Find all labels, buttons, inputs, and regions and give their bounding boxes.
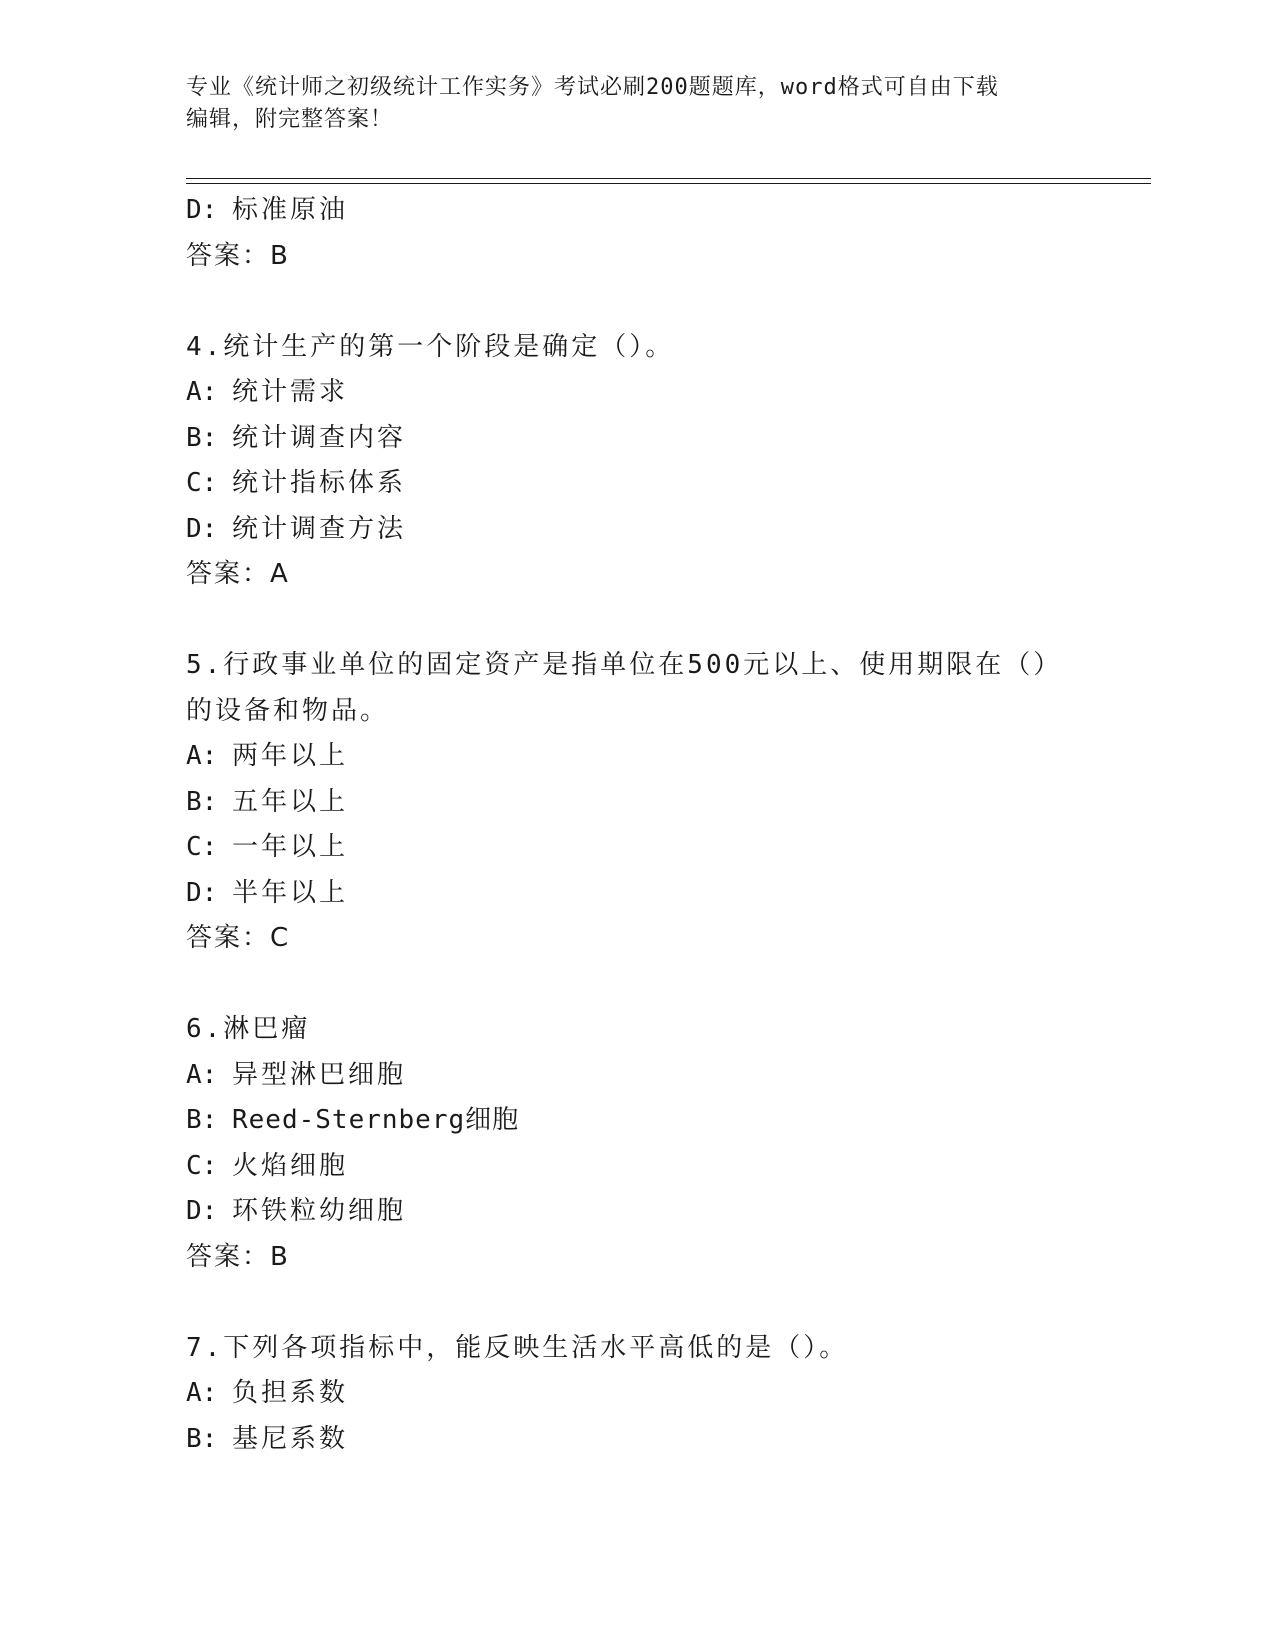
- option-b: [186, 416, 1146, 462]
- option-label: A:: [186, 377, 218, 407]
- option-c: [186, 1144, 1146, 1190]
- option-d: [186, 1189, 1146, 1235]
- question-3-tail: [186, 188, 1146, 279]
- header-rule-bottom: [186, 183, 1151, 184]
- option-text: 半年以上: [232, 877, 349, 908]
- option-label: D:: [186, 1196, 218, 1226]
- answer: 答案：B: [186, 240, 290, 271]
- option-label: A:: [186, 1059, 218, 1090]
- option-label: B:: [186, 786, 218, 817]
- question-stem: 4.统计生产的第一个阶段是确定（）。: [186, 331, 675, 362]
- option-text: 一年以上: [232, 832, 349, 862]
- option-text: 基尼系数: [232, 1423, 349, 1454]
- option-text: 标准原油: [232, 195, 349, 225]
- question-5: [186, 643, 1146, 962]
- option-label: A:: [186, 1378, 218, 1408]
- option-text: 火焰细胞: [232, 1150, 349, 1181]
- option-label: C:: [186, 468, 218, 498]
- option-d: [186, 507, 1146, 553]
- option-label: B:: [186, 1105, 218, 1135]
- document-header: [186, 72, 1086, 136]
- option-text: 环铁粒幼细胞: [232, 1196, 407, 1226]
- question-4: [186, 325, 1146, 598]
- option-label: B:: [186, 1423, 218, 1454]
- option-a: [186, 734, 1146, 780]
- header-rule-top: [186, 178, 1151, 179]
- option-a: [186, 370, 1146, 416]
- option-text: 统计调查内容: [232, 422, 407, 453]
- question-list: [186, 188, 1146, 1462]
- question-6: [186, 1007, 1146, 1280]
- spacer: [186, 279, 1146, 325]
- option-label: A:: [186, 741, 218, 771]
- answer: 答案：A: [186, 559, 290, 589]
- option-text: 异型淋巴细胞: [232, 1059, 407, 1090]
- question-stem: 7.下列各项指标中，能反映生活水平高低的是（）。: [186, 1332, 849, 1363]
- option-b: [186, 780, 1146, 826]
- spacer: [186, 1280, 1146, 1326]
- option-text: Reed-Sternberg细胞: [232, 1105, 520, 1135]
- option-text: 负担系数: [232, 1378, 349, 1408]
- question-stem: 6.淋巴瘤: [186, 1014, 311, 1044]
- question-stem: 5.行政事业单位的固定资产是指单位在500元以上、使用期限在（）: [186, 650, 1063, 680]
- option-c: [186, 825, 1146, 871]
- option-text: 两年以上: [232, 741, 349, 771]
- option-d: [186, 188, 1146, 234]
- question-7: [186, 1326, 1146, 1463]
- option-label: D:: [186, 877, 218, 908]
- option-a: [186, 1053, 1146, 1099]
- option-text: 统计需求: [232, 377, 349, 407]
- spacer: [186, 962, 1146, 1008]
- spacer: [186, 598, 1146, 644]
- option-a: [186, 1371, 1146, 1417]
- option-label: D:: [186, 195, 218, 225]
- option-text: 统计调查方法: [232, 513, 407, 544]
- answer: 答案：C: [186, 923, 291, 953]
- option-b: [186, 1098, 1146, 1144]
- option-text: 五年以上: [232, 786, 349, 817]
- option-text: 统计指标体系: [232, 468, 407, 498]
- header-line-2: 编辑，附完整答案！: [186, 107, 394, 132]
- option-c: [186, 461, 1146, 507]
- question-stem-continued: 的设备和物品。: [186, 695, 390, 726]
- option-d: [186, 871, 1146, 917]
- answer: 答案：B: [186, 1241, 290, 1272]
- header-line-1: 专业《统计师之初级统计工作实务》考试必刷200题题库，word格式可自由下载: [186, 75, 999, 100]
- option-label: C:: [186, 1150, 218, 1181]
- option-label: D:: [186, 513, 218, 544]
- option-b: [186, 1417, 1146, 1463]
- option-label: B:: [186, 422, 218, 453]
- option-label: C:: [186, 832, 218, 862]
